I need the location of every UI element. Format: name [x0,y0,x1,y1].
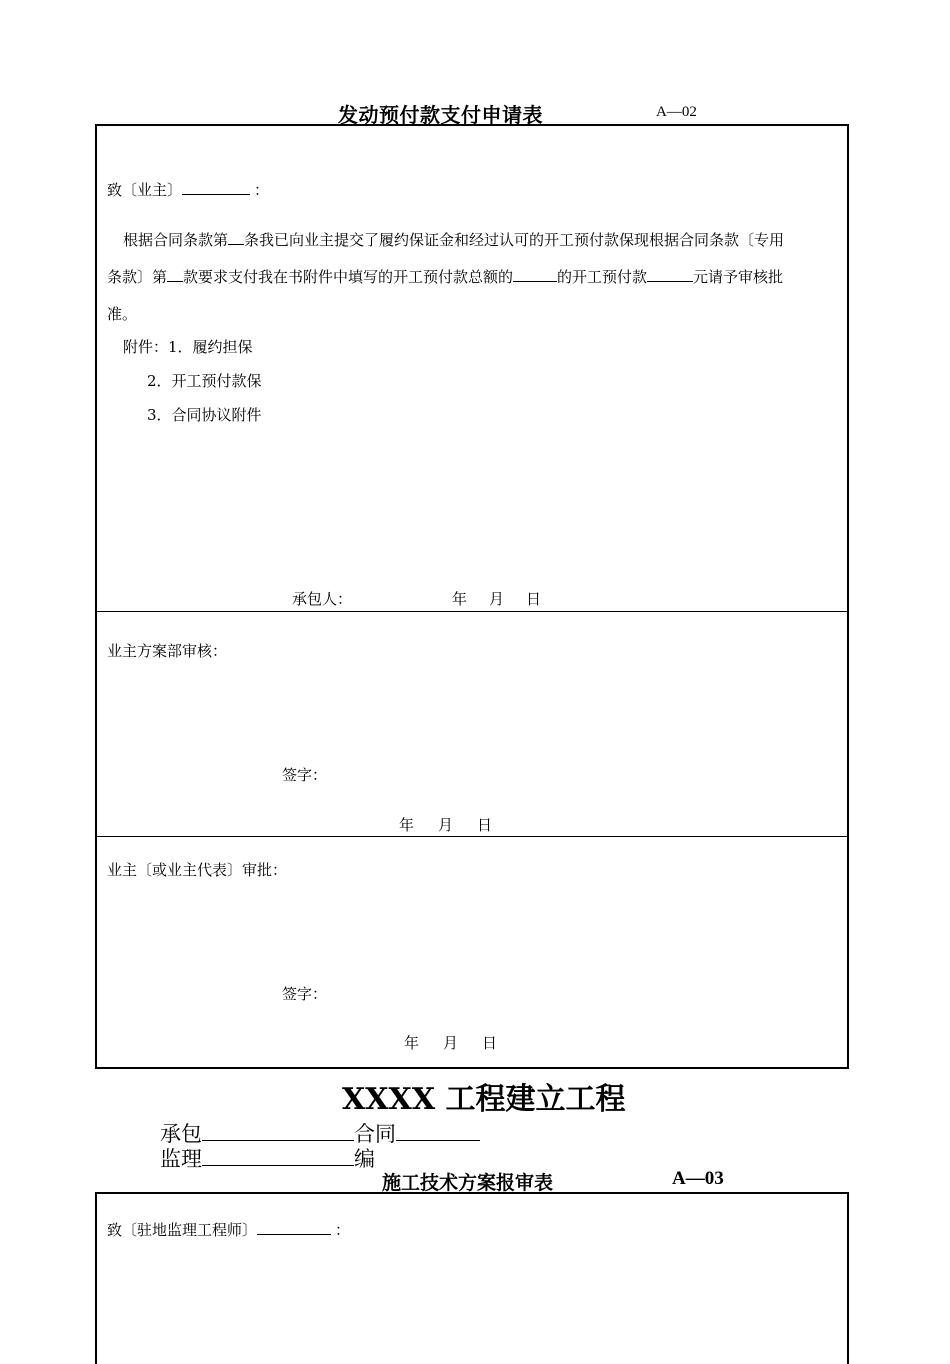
review-date-month: 月 [438,816,454,834]
body-text: 款要求支付我在书附件中填写的开工预付款总额的 [183,268,514,286]
form-title: 发动预付款支付申请表 [338,103,543,127]
attachment-3: 3．合同协议附件 [147,406,262,424]
approve-label: 业主〔或业主代表〕审批： [107,861,288,879]
review-date-day: 日 [477,816,493,834]
form-table [95,124,849,1069]
supervisor-number-line [160,1143,375,1173]
body-line-3: 准。 [107,305,138,323]
form2-addressee-colon: ： [335,1221,351,1239]
supervisor-blank [202,1145,354,1166]
attachment-1: 附件：1．履约担保 [123,338,253,356]
contract-label: 合同 [354,1122,396,1146]
review-date-year: 年 [399,816,415,834]
contractor-label: 承包 [160,1122,202,1146]
form2-code: A—03 [672,1168,724,1189]
approve-date-day: 日 [482,1034,498,1052]
project-title: XXXX 工程建立工程 [342,1082,626,1117]
date-day: 日 [526,590,542,608]
supervisor-label: 监理 [160,1147,202,1171]
number-label: 编 [354,1147,375,1171]
addressee-colon: ： [254,181,270,199]
body-line-1 [123,229,784,250]
review-label: 业主方案部审核： [107,642,228,660]
body-text: 根据合同条款第 [123,231,229,249]
date-month: 月 [489,590,505,608]
form2-table [95,1192,849,1364]
contractor-blank [202,1120,354,1141]
divider [97,836,847,837]
attachment-2: 2．开工预付款保 [147,372,262,390]
item-blank [167,267,183,282]
clause-blank [228,230,244,245]
body-text: 条我已向业主提交了履约保证金和经过认可的开工预付款保现根据合同条款〔专用 [244,231,785,249]
approve-date-month: 月 [443,1034,459,1052]
review-sign-label: 签字： [282,766,328,784]
body-text: 条款〕第 [107,268,168,286]
form2-addressee-line [107,1219,350,1240]
body-text: 元请予审核批 [693,268,784,286]
approve-date-year: 年 [404,1034,420,1052]
form2-title: 施工技术方案报审表 [382,1172,554,1194]
addressee-line [107,179,269,200]
percent-blank [513,267,557,282]
addressee-blank [182,180,250,195]
addressee-label: 致〔业主〕 [107,181,183,199]
amount-blank [647,267,693,282]
contractor-label: 承包人： [292,590,353,608]
body-line-2 [107,266,783,287]
form2-addressee-label: 致〔驻地监理工程师〕 [107,1221,258,1239]
divider [97,611,847,612]
form2-addressee-blank [257,1220,331,1235]
form-code: A—02 [656,104,697,120]
contract-blank [396,1120,480,1141]
body-text: 的开工预付款 [557,268,648,286]
approve-sign-label: 签字： [282,985,328,1003]
date-year: 年 [452,590,468,608]
